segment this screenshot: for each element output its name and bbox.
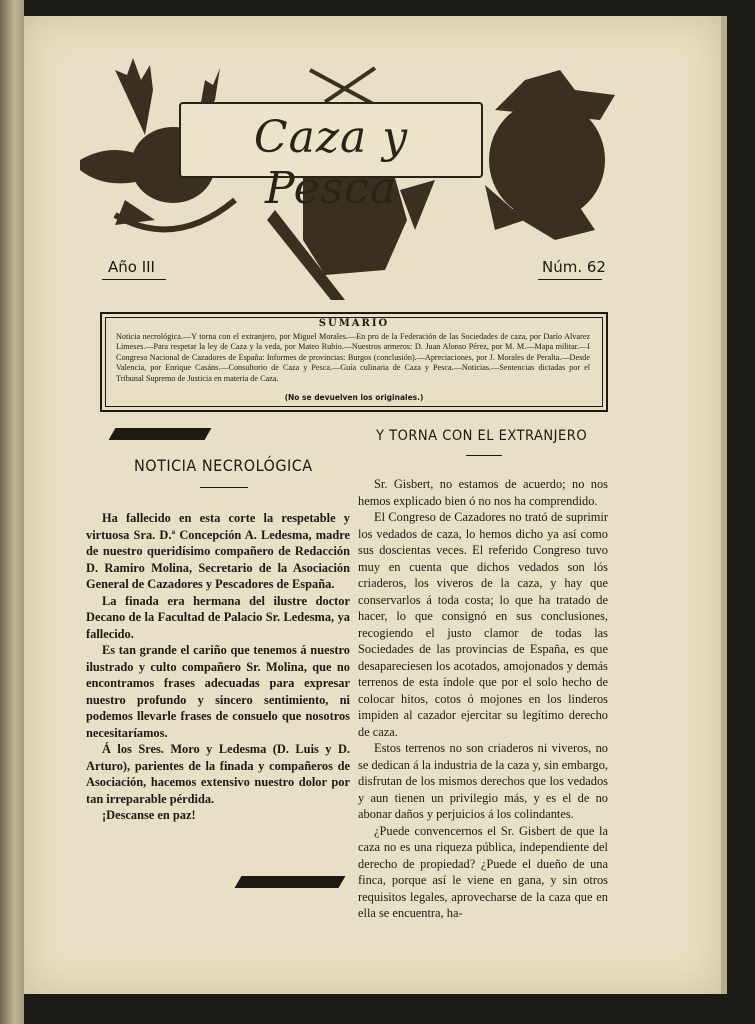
previous-page-edge — [0, 0, 24, 1024]
magazine-title: Caza y Pesca — [253, 112, 409, 214]
right-article-heading: Y TORNA CON EL EXTRANJERO — [376, 428, 588, 444]
right-paragraph: ¿Puede convencernos el Sr. Gisbert de que la caza no es una riqueza pública, independiente del derecho de propiedad? ¿Puede el dueño de una finca, porque así le viene en gana, y sin otros requisitos legales, aprovecharse de la caza que en ella se encuentra, ha- — [358, 823, 608, 920]
summary-body: Noticia necrológica.—Y torna con el extranjero, por Miguel Morales.—En pro de la Federación de las Sociedades de caza, por Darío Alvarez Limeses.—Para respetar la ley de Caza y la veda, por Mateo Rubio.—Nuestros armeros: D. Juan Alonso Pérez, por M. M.—Mapa militar.—I Congreso Nacional de Cazadores de España: Informes de provincias: Burgos (conclusión).—Apreciaciones, por J. Morales de Peralta.—Desde Valencia, por Enrique Casáns.—Consultorio de Caza y Pesca.—Guía culinaria de Caza y Pesca.—Noticias.—Sentencias dictadas por el Tribunal Supremo de Justicia en materia de Caza. — [116, 332, 590, 383]
year-label — [108, 258, 155, 276]
issue-rule — [538, 279, 602, 280]
left-article-body — [86, 510, 350, 824]
title-banner — [179, 102, 483, 214]
spears-icon — [310, 68, 375, 105]
summary-title: SUMARIO — [318, 318, 390, 329]
right-article-body — [358, 476, 608, 922]
left-paragraph: Es tan grande el cariño que tenemos á nuestro ilustrado y culto compañero Sr. Molina, que no encontramos frases adecuadas para expresar nuestro profundo y sincero sentimiento, ni podemos llevarle frases de consuelo que nosotros necesitaríamos. — [86, 643, 350, 740]
ornament-bar-bottom — [235, 876, 346, 888]
year-text: Año III — [108, 258, 155, 276]
summary-box — [100, 312, 608, 412]
page-edge — [721, 16, 727, 994]
summary-note: (No se devuelven los originales.) — [284, 393, 424, 402]
issue-text: Núm. 62 — [542, 258, 606, 276]
right-paragraph: El Congreso de Cazadores no trató de suprimir los vedados de caza, lo hemos dicho ya así como sus doscientas veces. El referido Congreso tuvo muy en cuenta que dichos vedados son lós criaderos, los viveros de la caza, y hay que conservarlos á toda costa; lo que ha tratado de hacer, lo que consignó en sus conclusiones, recogiendo el justo clamor de todas las Sociedades de las provincias de España, es que desapareciesen los acotados, amojonados y demás terrenos de esta índole que por el solo hecho de colocar hitos, cotos ó mojones en los linderos impiden al cazador ejercitar su legítimo derecho de caza. — [358, 510, 608, 739]
right-heading-rule — [466, 455, 502, 456]
right-paragraph: Estos terrenos no son criaderos ni viveros, no se dedican á la industria de la caza y, sin embargo, disfrutan de los mismos derechos que los vedados y aun tienen un privilegio más, y es el de no abonar daños y perjuicios á los colindantes. — [358, 741, 608, 821]
ornament-bar-top — [109, 428, 212, 440]
game-bird-icon — [485, 70, 615, 240]
left-paragraph: Á los Sres. Moro y Ledesma (D. Luis y D. Arturo), parientes de la finada y compañeros de Asociación, hacemos extensivo nuestro dolor por tan irreparable pérdida. — [86, 742, 350, 806]
right-paragraph: Sr. Gisbert, no estamos de acuerdo; no nos hemos explicado bien ó no nos ha comprendido. — [358, 477, 608, 508]
left-heading-rule — [200, 487, 248, 488]
left-paragraph: Ha fallecido en esta corte la respetable y virtuosa Sra. D.ª Concepción A. Ledesma, madre de nuestro queridísimo compañero de Redacción D. Ramiro Molina, Secretario de la Asociación General de Cazadores y Pescadores de España. — [86, 511, 350, 591]
left-paragraph: La finada era hermana del ilustre doctor Decano de la Facultad de Palacio Sr. Ledesma, ya fallecido. — [86, 593, 350, 641]
issue-number — [542, 258, 606, 276]
left-article-heading: NOTICIA NECROLÓGICA — [134, 456, 313, 475]
left-paragraph: ¡Descanse en paz! — [102, 808, 196, 822]
year-rule — [102, 279, 166, 280]
